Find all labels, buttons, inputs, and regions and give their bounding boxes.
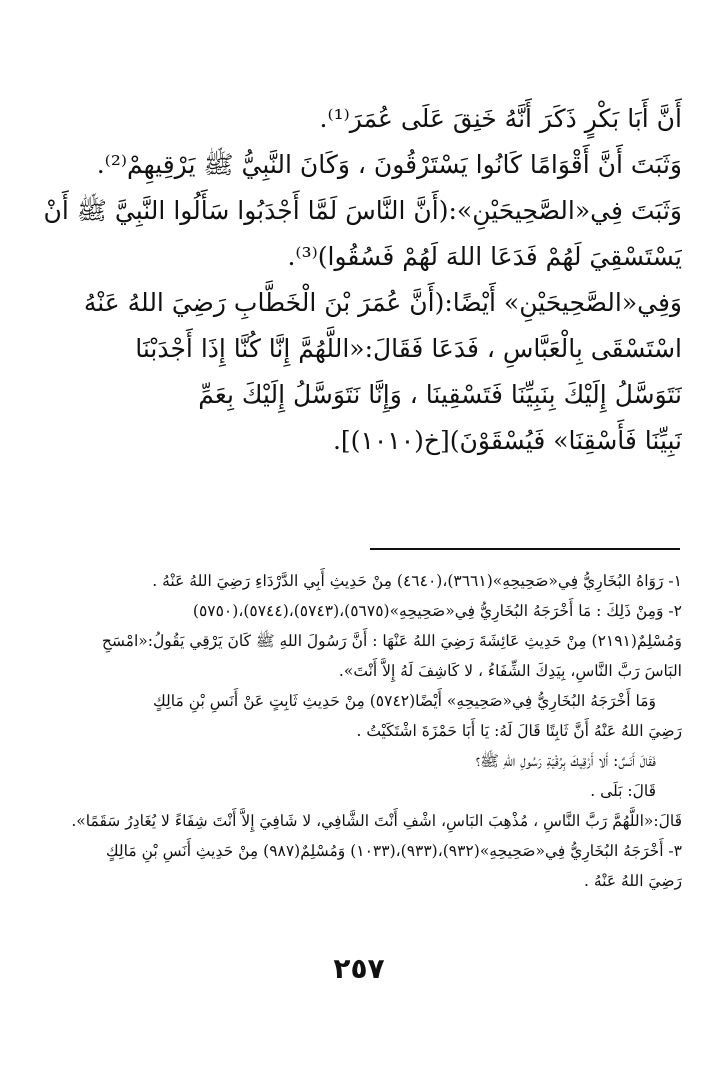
page-number: ٢٥٧ (333, 952, 385, 985)
main-text-line: اسْتَسْقَى بِالْعَبَّاسِ ، فَدَعَا فَقَالَ:«اللَّهُمَّ إِنَّا كُنَّا إِذَا أَجْدَبْنَا (135, 334, 682, 363)
footnote-line: وَمُسْلِمٌ(٢١٩١) مِنْ حَدِيثِ عَائِشَةَ رَضِيَ اللهُ عَنْهَا : أَنَّ رَسُولَ اللهِ ﷺ كَانَ يَرْقِي يَقُولُ:«امْسَحِ (101, 632, 682, 650)
footnote-line: ١- رَوَاهُ البُخَارِيُّ فِي«صَحِيحِهِ»(٣٦٦١)،(٤٦٤٠) مِنْ حَدِيثِ أَبِي الدَّرْدَاءِ رَضِيَ اللهُ عَنْهُ . (152, 572, 682, 590)
footnotes-block (36, 566, 682, 896)
main-text-line: وَفِي«الصَّحِيحَيْنِ» أَيْضًا:(أَنَّ عُمَرَ بْنَ الْخَطَّابِ رَضِيَ اللهُ عَنْهُ (83, 288, 682, 317)
main-text-line: نَتَوَسَّلُ إِلَيْكَ بِنَبِيِّنَا فَتَسْقِينَا ، وَإِنَّا نَتَوَسَّلُ إِلَيْكَ بِعَمِّ (198, 380, 682, 409)
footnote-line: ٢- وَمِنْ ذَلِكَ : مَا أَخْرَجَهُ البُخَارِيُّ فِي«صَحِيحِهِ»(٥٦٧٥)،(٥٧٤٣)،(٥٧٤٤)،(٥٧٥٠) (192, 602, 682, 620)
footnote-line: رَضِيَ اللهُ عَنْهُ . (584, 872, 682, 890)
footnote-line: ٣- أَخْرَجَهُ البُخَارِيُّ فِي«صَحِيحِهِ»(٩٣٢)،(٩٣٣)،(١٠٣٣) وَمُسْلِمٌ(٩٨٧) مِنْ حَدِيثِ أَنَسِ بْنِ مَالِكٍ (105, 842, 682, 860)
main-text-line: نَبِيِّنَا فَأَسْقِنَا» فَيُسْقَوْنَ)[خ(١٠١٠)]. (332, 426, 682, 455)
main-text-line: وَثَبَتَ فِي«الصَّحِيحَيْنِ»:(أَنَّ النَّاسَ لَمَّا أَجْدَبُوا سَأَلُوا النَّبِيَّ ﷺ أَنْ (43, 196, 682, 225)
footnote-line: البَاسَ رَبَّ النَّاسِ، بِيَدِكَ الشِّفَاءُ ، لا كَاشِفَ لَهُ إِلاَّ أَنْتَ». (338, 662, 682, 680)
main-text-block (42, 96, 682, 464)
main-text-line: وَثَبَتَ أَنَّ أَقْوَامًا كَانُوا يَسْتَرْقُونَ ، وَكَانَ النَّبِيُّ ﷺ يَرْقِيهِمْ⁽²⁾. (96, 150, 682, 179)
footnote-line: فَقَالَ أَنَسٌ: أَلا أَرْقِيكَ بِرُقْيَةِ رَسُولِ اللهِ ﷺ؟ (475, 752, 656, 770)
main-text-line: يَسْتَسْقِيَ لَهُمْ فَدَعَا اللهَ لَهُمْ فَسُقُوا)⁽³⁾. (287, 242, 682, 271)
footnote-line: قَالَ:«اللَّهُمَّ رَبَّ النَّاسِ ، مُذْهِبَ البَاسِ، اشْفِ أَنْتَ الشَّافِي، لا شَافِيَ إِلاَّ أَنْتَ شِفَاءً لا يُغَادِرُ سَقَمًا». (71, 812, 682, 830)
footnote-divider (370, 548, 680, 550)
footnote-line: قَالَ: بَلَى . (590, 782, 656, 800)
footnote-line: وَمَا أَخْرَجَهُ البُخَارِيُّ فِي«صَحِيحِهِ» أَيْضًا(٥٧٤٢) مِنْ حَدِيثِ ثَابِتٍ عَنْ أَنَسِ بْنِ مَالِكٍ (152, 692, 656, 710)
main-text-line: أَنَّ أَبَا بَكْرٍ ذَكَرَ أَنَّهُ خَنِقَ عَلَى عُمَرَ⁽¹⁾. (319, 104, 682, 133)
footnote-line: رَضِيَ اللهُ عَنْهُ أَنَّ ثَابِتًا قَالَ لَهُ: يَا أَبَا حَمْزَةَ اشْتَكَيْتُ . (356, 722, 682, 740)
